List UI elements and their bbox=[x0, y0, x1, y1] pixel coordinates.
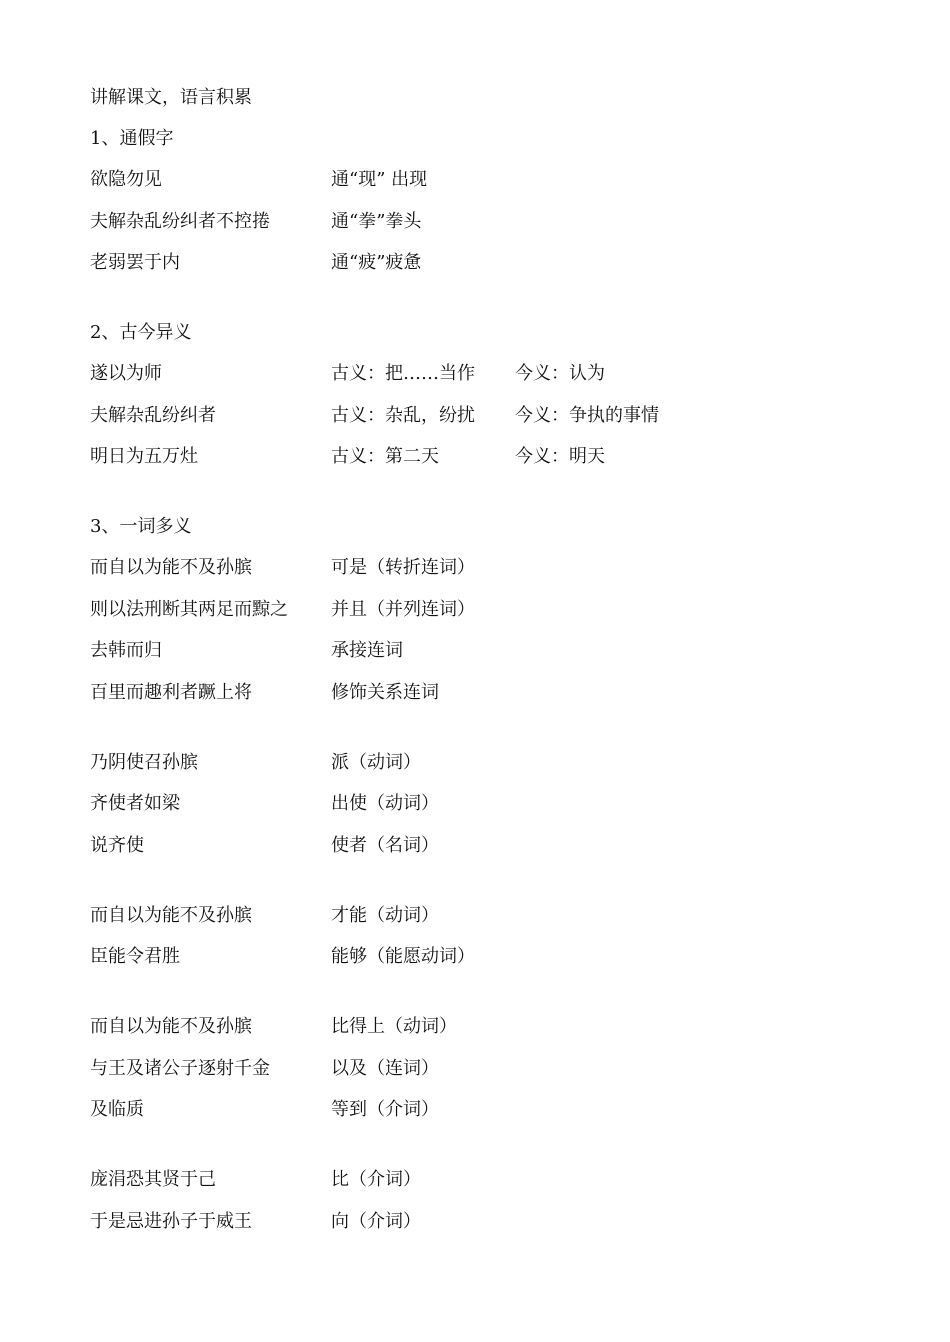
entry-text: 臣能令君胜 bbox=[90, 946, 180, 967]
entry-text: 去韩而归 bbox=[90, 640, 162, 661]
entry-text: 而自以为能不及孙膑 bbox=[90, 905, 252, 926]
entry-text: 而自以为能不及孙膑 bbox=[90, 557, 252, 578]
entry-note: 比得上（动词） bbox=[331, 1016, 457, 1037]
section-title: 3、一词多义 bbox=[90, 516, 192, 537]
heading-text: 讲解课文，语言积累 bbox=[90, 87, 252, 108]
entry-text: 乃阴使召孙膑 bbox=[90, 752, 198, 773]
entry-note: 等到（介词） bbox=[331, 1099, 439, 1120]
entry-text: 与王及诸公子逐射千金 bbox=[90, 1058, 270, 1079]
entry-note: 使者（名词） bbox=[331, 835, 439, 856]
entry-ancient-meaning: 古义：第二天 bbox=[331, 446, 439, 467]
entry-text: 则以法刑断其两足而黥之 bbox=[90, 599, 288, 620]
page-heading bbox=[90, 85, 252, 111]
entry-note: 比（介词） bbox=[331, 1169, 421, 1190]
entry-note: 通“拳”拳头 bbox=[331, 211, 422, 232]
entry-note: 出使（动词） bbox=[331, 793, 439, 814]
entry-note: 通“现” 出现 bbox=[331, 169, 428, 190]
entry-modern-meaning: 今义：明天 bbox=[515, 446, 605, 467]
entry-note: 并且（并列连词） bbox=[331, 599, 475, 620]
entry-note: 才能（动词） bbox=[331, 905, 439, 926]
entry-note: 承接连词 bbox=[331, 640, 403, 661]
section-title: 1、通假字 bbox=[90, 128, 174, 149]
entry-note: 可是（转折连词） bbox=[331, 557, 475, 578]
entry-note: 通“疲”疲惫 bbox=[331, 252, 422, 273]
entry-note: 以及（连词） bbox=[331, 1058, 439, 1079]
entry-text: 齐使者如梁 bbox=[90, 793, 180, 814]
entry-text: 说齐使 bbox=[90, 835, 144, 856]
entry-text: 遂以为师 bbox=[90, 363, 162, 384]
entry-text: 老弱罢于内 bbox=[90, 252, 180, 273]
entry-modern-meaning: 今义：争执的事情 bbox=[515, 405, 659, 426]
entry-text: 欲隐勿见 bbox=[90, 169, 162, 190]
entry-text: 百里而趣利者蹶上将 bbox=[90, 682, 252, 703]
entry-modern-meaning: 今义：认为 bbox=[515, 363, 605, 384]
entry-note: 能够（能愿动词） bbox=[331, 946, 475, 967]
section-title: 2、古今异义 bbox=[90, 322, 192, 343]
entry-text: 夫解杂乱纷纠者 bbox=[90, 405, 216, 426]
entry-ancient-meaning: 古义：把……当作 bbox=[331, 363, 475, 384]
entry-note: 向（介词） bbox=[331, 1211, 421, 1232]
entry-text: 明日为五万灶 bbox=[90, 446, 198, 467]
entry-text: 而自以为能不及孙膑 bbox=[90, 1016, 252, 1037]
entry-text: 及临质 bbox=[90, 1099, 144, 1120]
entry-text: 夫解杂乱纷纠者不控捲 bbox=[90, 211, 270, 232]
entry-note: 修饰关系连词 bbox=[331, 682, 439, 703]
entry-text: 于是忌进孙子于威王 bbox=[90, 1211, 252, 1232]
entry-text: 庞涓恐其贤于己 bbox=[90, 1169, 216, 1190]
entry-note: 派（动词） bbox=[331, 752, 421, 773]
entry-ancient-meaning: 古义：杂乱，纷扰 bbox=[331, 405, 475, 426]
